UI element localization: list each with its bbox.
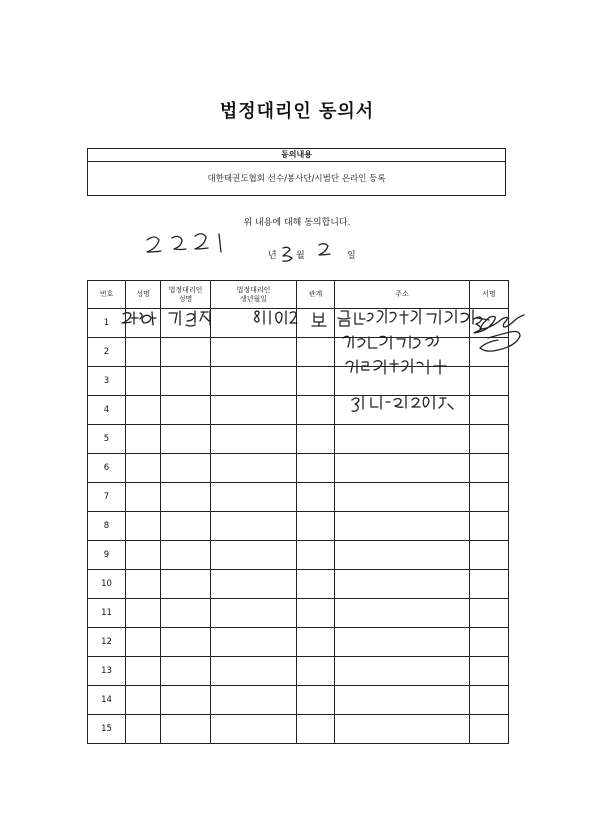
address-cell[interactable] <box>335 570 470 599</box>
relation-cell[interactable] <box>297 715 335 744</box>
guardian-name-cell[interactable] <box>161 367 211 396</box>
table-row <box>88 715 509 744</box>
row-number: 8 <box>88 512 126 541</box>
header-number: 번호 <box>88 281 126 309</box>
name-cell[interactable] <box>126 309 161 338</box>
table-row <box>88 454 509 483</box>
guardian-birth-cell[interactable] <box>211 367 297 396</box>
guardian-name-cell[interactable] <box>161 715 211 744</box>
header-signature: 서명 <box>470 281 509 309</box>
relation-cell[interactable] <box>297 483 335 512</box>
address-cell[interactable] <box>335 309 470 338</box>
table-row <box>88 570 509 599</box>
relation-cell[interactable] <box>297 338 335 367</box>
guardian-name-cell[interactable] <box>161 454 211 483</box>
table-row <box>88 338 509 367</box>
table-header-row <box>88 281 509 309</box>
day-label: 일 <box>347 251 356 261</box>
guardian-name-cell[interactable] <box>161 599 211 628</box>
name-cell[interactable] <box>126 512 161 541</box>
relation-cell[interactable] <box>297 657 335 686</box>
relation-cell[interactable] <box>297 396 335 425</box>
table-row <box>88 512 509 541</box>
guardian-birth-cell[interactable] <box>211 628 297 657</box>
guardian-name-cell[interactable] <box>161 483 211 512</box>
table-row <box>88 396 509 425</box>
guardian-birth-cell[interactable] <box>211 454 297 483</box>
guardian-name-cell[interactable] <box>161 686 211 715</box>
header-address: 주소 <box>335 281 470 309</box>
table-row <box>88 628 509 657</box>
guardian-birth-cell[interactable] <box>211 396 297 425</box>
guardian-birth-cell[interactable] <box>211 512 297 541</box>
name-cell[interactable] <box>126 367 161 396</box>
table-row <box>88 367 509 396</box>
row-number: 2 <box>88 338 126 367</box>
row-number: 14 <box>88 686 126 715</box>
table-row <box>88 483 509 512</box>
relation-cell[interactable] <box>297 454 335 483</box>
table-row <box>88 657 509 686</box>
guardian-birth-cell[interactable] <box>211 541 297 570</box>
row-number: 9 <box>88 541 126 570</box>
signature-cell[interactable] <box>470 338 509 367</box>
name-cell[interactable] <box>126 686 161 715</box>
table-row <box>88 541 509 570</box>
relation-cell[interactable] <box>297 367 335 396</box>
signature-cell[interactable] <box>470 599 509 628</box>
name-cell[interactable] <box>126 628 161 657</box>
month-label: 월 <box>296 251 305 261</box>
address-cell[interactable] <box>335 686 470 715</box>
signature-cell[interactable] <box>470 686 509 715</box>
address-cell[interactable] <box>335 715 470 744</box>
row-number: 4 <box>88 396 126 425</box>
row-number: 3 <box>88 367 126 396</box>
guardian-birth-cell[interactable] <box>211 570 297 599</box>
guardian-name-cell[interactable] <box>161 628 211 657</box>
document-title: 법정대리인 동의서 <box>219 101 375 122</box>
row-number: 6 <box>88 454 126 483</box>
address-cell[interactable] <box>335 599 470 628</box>
name-cell[interactable] <box>126 599 161 628</box>
signature-cell[interactable] <box>470 628 509 657</box>
consent-header: 동의내용 <box>88 149 505 162</box>
header-guardian-birth: 법정대리인 생년월일 <box>211 281 297 309</box>
consent-body: 대한태권도협회 선수/봉사단/시범단 온라인 등록 <box>207 174 386 184</box>
signature-cell[interactable] <box>470 396 509 425</box>
signature-cell[interactable] <box>470 483 509 512</box>
guardian-name-cell[interactable] <box>161 657 211 686</box>
name-cell[interactable] <box>126 541 161 570</box>
guardian-name-cell[interactable] <box>161 396 211 425</box>
name-cell[interactable] <box>126 338 161 367</box>
address-cell[interactable] <box>335 483 470 512</box>
name-cell[interactable] <box>126 657 161 686</box>
guardian-name-cell[interactable] <box>161 570 211 599</box>
row-number: 10 <box>88 570 126 599</box>
name-cell[interactable] <box>126 570 161 599</box>
date-row <box>0 240 594 270</box>
agree-statement: 위 내용에 대해 동의합니다. <box>243 218 351 228</box>
relation-cell[interactable] <box>297 512 335 541</box>
guardian-birth-cell[interactable] <box>211 686 297 715</box>
relation-cell[interactable] <box>297 309 335 338</box>
name-cell[interactable] <box>126 425 161 454</box>
table-body <box>88 309 509 744</box>
relation-cell[interactable] <box>297 599 335 628</box>
guardian-birth-cell[interactable] <box>211 483 297 512</box>
header-relation: 관계 <box>297 281 335 309</box>
guardian-birth-cell[interactable] <box>211 338 297 367</box>
address-cell[interactable] <box>335 512 470 541</box>
row-number: 11 <box>88 599 126 628</box>
relation-cell[interactable] <box>297 425 335 454</box>
relation-cell[interactable] <box>297 570 335 599</box>
guardian-name-cell[interactable] <box>161 338 211 367</box>
signature-cell[interactable] <box>470 570 509 599</box>
signature-cell[interactable] <box>470 541 509 570</box>
address-cell[interactable] <box>335 338 470 367</box>
relation-cell[interactable] <box>297 686 335 715</box>
row-number: 5 <box>88 425 126 454</box>
table-row <box>88 425 509 454</box>
header-name: 성명 <box>126 281 161 309</box>
address-cell[interactable] <box>335 657 470 686</box>
name-cell[interactable] <box>126 396 161 425</box>
guardian-name-cell[interactable] <box>161 541 211 570</box>
guardian-birth-cell[interactable] <box>211 599 297 628</box>
guardian-name-cell[interactable] <box>161 512 211 541</box>
row-number: 12 <box>88 628 126 657</box>
year-label: 년 <box>268 251 277 261</box>
signature-cell[interactable] <box>470 657 509 686</box>
address-cell[interactable] <box>335 367 470 396</box>
table-row <box>88 599 509 628</box>
relation-cell[interactable] <box>297 541 335 570</box>
name-cell[interactable] <box>126 715 161 744</box>
table-row <box>88 309 509 338</box>
guardian-birth-cell[interactable] <box>211 309 297 338</box>
guardian-name-cell[interactable] <box>161 309 211 338</box>
guardian-birth-cell[interactable] <box>211 425 297 454</box>
signature-cell[interactable] <box>470 367 509 396</box>
row-number: 15 <box>88 715 126 744</box>
guardian-name-cell[interactable] <box>161 425 211 454</box>
address-cell[interactable] <box>335 628 470 657</box>
address-cell[interactable] <box>335 454 470 483</box>
guardian-birth-cell[interactable] <box>211 657 297 686</box>
header-guardian-name: 법정대리인 성명 <box>161 281 211 309</box>
consent-box <box>87 148 506 196</box>
guardian-birth-cell[interactable] <box>211 715 297 744</box>
signature-cell[interactable] <box>470 454 509 483</box>
row-number: 7 <box>88 483 126 512</box>
signature-cell[interactable] <box>470 512 509 541</box>
relation-cell[interactable] <box>297 628 335 657</box>
signature-cell[interactable] <box>470 715 509 744</box>
address-cell[interactable] <box>335 425 470 454</box>
signature-cell[interactable] <box>470 309 509 338</box>
address-cell[interactable] <box>335 396 470 425</box>
guardian-table <box>87 280 509 744</box>
row-number: 1 <box>88 309 126 338</box>
name-cell[interactable] <box>126 483 161 512</box>
name-cell[interactable] <box>126 454 161 483</box>
address-cell[interactable] <box>335 541 470 570</box>
row-number: 13 <box>88 657 126 686</box>
signature-cell[interactable] <box>470 425 509 454</box>
table-row <box>88 686 509 715</box>
